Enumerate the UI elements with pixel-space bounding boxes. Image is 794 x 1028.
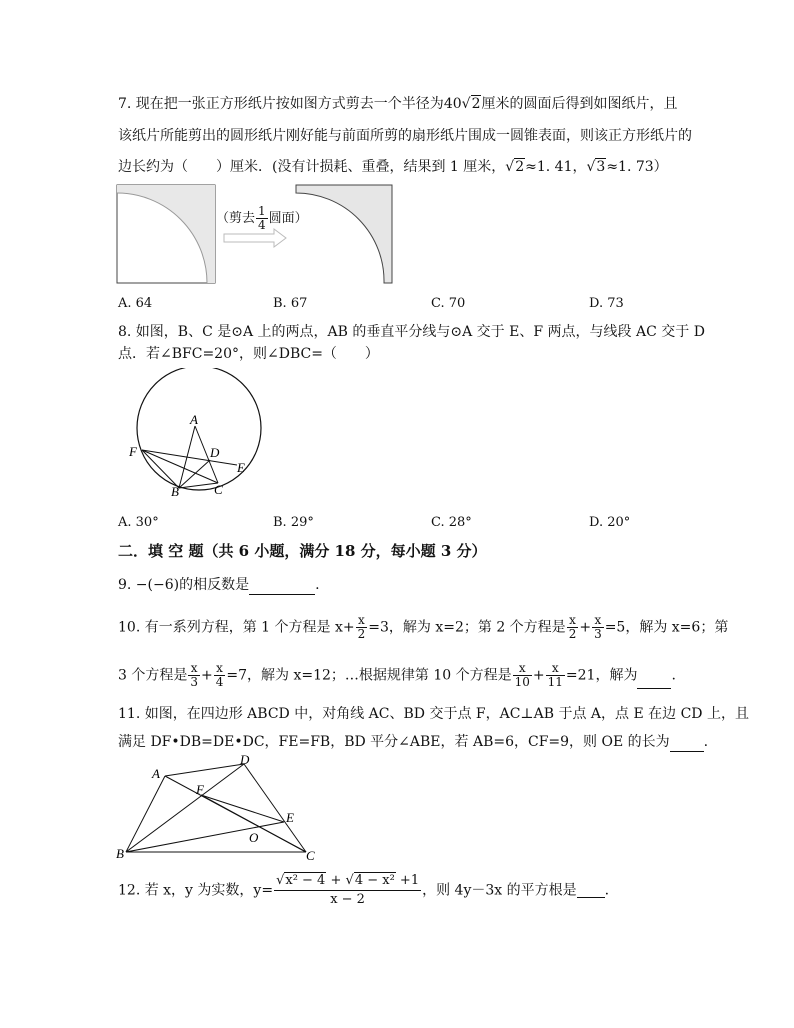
- q7-text-c: 边长约为（ ）厘米．(没有计损耗、重叠，结果到 1 厘米，: [118, 159, 506, 175]
- q11-text: 满足 DF•DB=DE•DC，FE=FB，BD 平分∠ABE，若 AB=6，CF=9，则 OE 的长为: [118, 734, 670, 750]
- sqrt-symbol: √: [461, 96, 471, 112]
- q8-option-b: B. 29°: [273, 515, 314, 530]
- q10-text-d: 3 个方程是: [118, 667, 188, 684]
- q7-radius: 40: [443, 96, 462, 112]
- frac-num: x: [567, 614, 579, 628]
- q12-end: .: [604, 882, 610, 899]
- frac-num: x: [356, 614, 368, 628]
- q7-line2: 该纸片所能剪出的圆形纸片刚好能与前面所剪的扇形纸片围成一圆锥表面，则该正方形纸片的: [118, 128, 692, 144]
- plus-sign: +: [532, 667, 545, 684]
- q10-frac-2: [567, 614, 579, 641]
- frac-den: 11: [547, 675, 563, 689]
- segment-bd: [179, 460, 210, 488]
- answer-blank[interactable]: [670, 737, 704, 752]
- q11-line2: [118, 732, 708, 752]
- label-d: D: [240, 752, 250, 767]
- label-e: E: [237, 460, 245, 475]
- q8-option-d: D. 20°: [589, 515, 631, 530]
- frac-num: x: [188, 662, 200, 676]
- q7-radius-sqrt: 2: [471, 96, 481, 112]
- diag-bd: [126, 764, 244, 852]
- answer-blank[interactable]: [249, 580, 315, 595]
- q7-line3: [118, 157, 668, 177]
- label-a: A: [190, 412, 198, 427]
- cut-label: [216, 205, 308, 232]
- radicand-a: x² − 4: [285, 873, 326, 888]
- label-o: O: [249, 830, 259, 845]
- q11-figure: [114, 752, 324, 864]
- plus-one: +1: [395, 873, 420, 888]
- segment-fb: [142, 450, 179, 488]
- section-heading: 二．填 空 题（共 6 小题，满分 18 分，每小题 3 分）: [118, 542, 487, 560]
- label-c: C: [214, 482, 223, 497]
- frac-den: 2: [568, 627, 577, 641]
- cut-label-post: 圆面）: [268, 211, 308, 226]
- q7-option-b: B. 67: [273, 296, 308, 311]
- q9: [118, 575, 320, 595]
- q7-line1: [118, 94, 677, 114]
- q10-end: .: [671, 667, 676, 684]
- q8-line1: 8. 如图，B、C 是⊙A 上的两点，AB 的垂直平分线与⊙A 交于 E、F 两点，与线段 AC 交于 D: [118, 324, 705, 340]
- label-d: D: [210, 445, 220, 460]
- radicand-b: 4 − x²: [354, 873, 395, 888]
- answer-blank[interactable]: [637, 674, 671, 689]
- q7-text-a: 7. 现在把一张正方形纸片按如图方式剪去一个半径为: [118, 96, 444, 112]
- plus-sign: +: [579, 619, 592, 636]
- q11-end: .: [703, 734, 709, 750]
- label-c: C: [306, 848, 315, 863]
- frac-den: 10: [514, 675, 530, 689]
- sqrt-symbol: √: [586, 159, 596, 175]
- plus-sign: +: [201, 667, 213, 684]
- q8-option-a: A. 30°: [118, 515, 159, 530]
- sqrt-symbol: √: [505, 159, 515, 175]
- plus-sign: +: [326, 873, 346, 888]
- line-fe: [142, 450, 237, 465]
- approx2: ≈1. 41，: [525, 159, 587, 175]
- approx3: ≈1. 73）: [606, 159, 668, 175]
- q12-denominator: x − 2: [330, 892, 365, 907]
- q7-figure: [116, 184, 396, 286]
- frac-den: 3: [190, 675, 198, 689]
- cut-fraction: [256, 205, 268, 232]
- q12-fraction: [274, 872, 421, 909]
- q7-option-d: D. 73: [589, 296, 624, 311]
- q9-text: 9. −(−6)的相反数是: [118, 577, 250, 593]
- q10-frac-1: [356, 614, 368, 641]
- q10-frac-3: [592, 614, 604, 641]
- frac-den: 3: [594, 627, 602, 641]
- segment-bc: [179, 483, 218, 488]
- q9-end: .: [315, 577, 320, 593]
- q7-text-b: 厘米的圆面后得到如图纸片，且: [481, 96, 678, 112]
- cut-num: 1: [258, 204, 266, 218]
- label-f: F: [196, 782, 204, 797]
- q10-frac-4: [188, 662, 200, 689]
- frac-num: x: [546, 662, 565, 676]
- q12: [118, 872, 609, 909]
- q10-line1: [118, 614, 728, 641]
- sqrt3-value: 3: [596, 159, 606, 175]
- q10-frac-5: [214, 662, 226, 689]
- answer-blank[interactable]: [577, 883, 605, 898]
- remaining-piece-right: [296, 185, 392, 283]
- segment-be: [126, 822, 284, 852]
- q8-line2: 点．若∠BFC=20°，则∠DBC=（ ）: [118, 346, 379, 362]
- q8-option-c: C. 28°: [431, 515, 472, 530]
- q10-frac-6: [513, 662, 532, 689]
- sqrt2-value: 2: [515, 159, 525, 175]
- side-ab: [126, 776, 165, 852]
- label-e: E: [286, 810, 294, 825]
- q11-line1: 11. 如图，在四边形 ABCD 中，对角线 AC、BD 交于点 F，AC⊥AB 于点 A，点 E 在边 CD 上，且: [118, 706, 749, 722]
- q10-text-f: =21，解为: [565, 667, 638, 684]
- q10-frac-7: [546, 662, 565, 689]
- cut-den: 4: [258, 218, 266, 232]
- frac-den: 4: [215, 675, 224, 689]
- side-ad: [165, 764, 244, 776]
- q12-text-b: ，则 4y－3x 的平方根是: [422, 882, 577, 899]
- label-b: B: [171, 484, 179, 499]
- cut-label-pre: （剪去: [216, 211, 256, 226]
- q7-option-c: C. 70: [431, 296, 466, 311]
- q8-figure: [122, 368, 282, 500]
- frac-num: x: [513, 662, 532, 676]
- label-f: F: [129, 444, 137, 459]
- q7-option-a: A. 64: [118, 296, 153, 311]
- label-a: A: [152, 766, 160, 781]
- frac-den: 2: [357, 627, 366, 641]
- q10-text-c: =5，解为 x=6；第: [604, 619, 729, 636]
- q10-text-a: 10. 有一系列方程，第 1 个方程是 x+: [118, 619, 355, 636]
- q10-line2: [118, 662, 676, 689]
- frac-num: x: [214, 662, 226, 676]
- q10-text-b: =3，解为 x=2；第 2 个方程是: [368, 619, 566, 636]
- q12-numerator: √x² − 4 + √4 − x² +1: [274, 872, 421, 891]
- frac-num: x: [592, 614, 604, 628]
- q10-text-e: =7，解为 x=12；…根据规律第 10 个方程是: [226, 667, 512, 684]
- q12-text: 12. 若 x，y 为实数，y=: [118, 882, 274, 899]
- label-b: B: [116, 846, 124, 861]
